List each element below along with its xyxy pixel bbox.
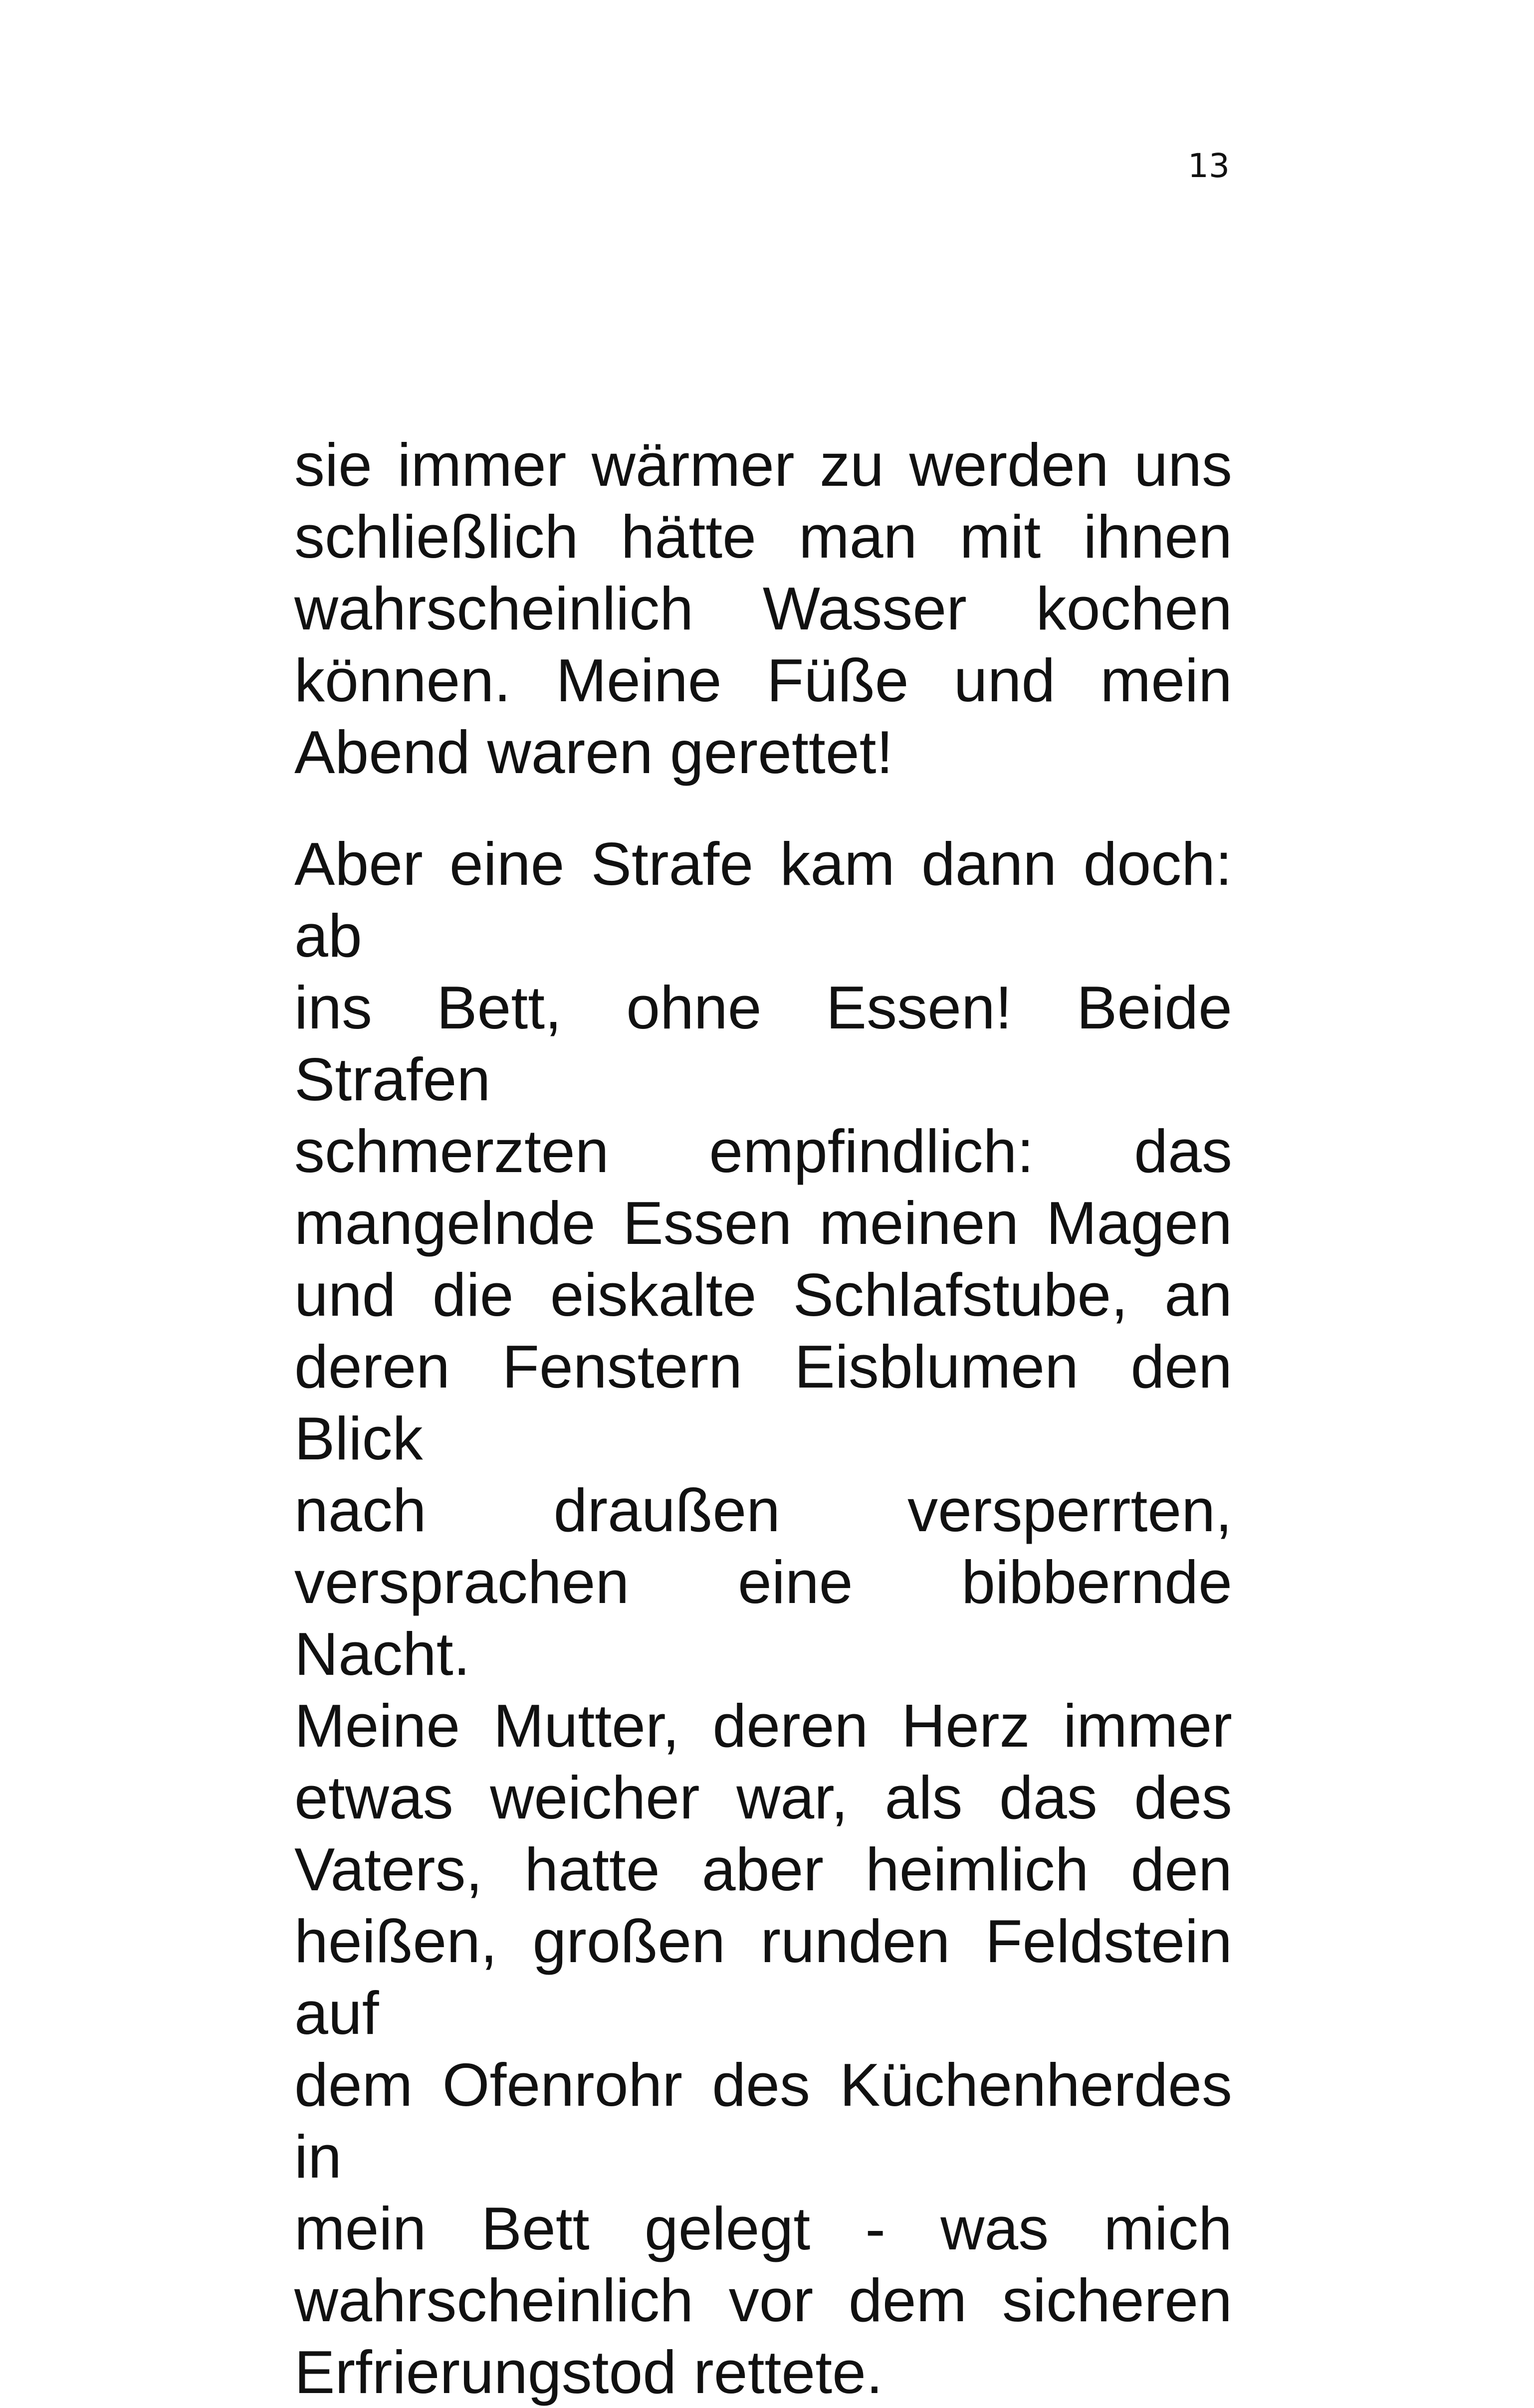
- text-line: heißen, großen runden Feldstein auf: [294, 1907, 1232, 2047]
- text-line: mein Bett gelegt - was mich: [294, 2195, 1232, 2262]
- text-line: versprachen eine bibbernde Nacht.: [294, 1548, 1232, 1688]
- text-line: Erfrierungstod rettete.: [294, 2338, 883, 2406]
- text-line: nach draußen versperrten,: [294, 1476, 1232, 1544]
- text-line: Meine Mutter, deren Herz immer: [294, 1692, 1232, 1760]
- text-line: können. Meine Füße und mein: [294, 646, 1232, 714]
- text-line: Abend waren gerettet!: [294, 718, 893, 786]
- text-line: wahrscheinlich vor dem sicheren: [294, 2266, 1232, 2334]
- text-line: schmerzten empfindlich: das: [294, 1117, 1232, 1185]
- text-line: deren Fenstern Eisblumen den Blick: [294, 1333, 1232, 1472]
- paragraph-1: [294, 429, 1232, 788]
- text-line: sie immer wärmer zu werden uns: [294, 431, 1232, 499]
- text-line: dem Ofenrohr des Küchenherdes in: [294, 2051, 1232, 2191]
- text-line: wahrscheinlich Wasser kochen: [294, 575, 1232, 642]
- page-number: 13: [1188, 147, 1230, 185]
- text-line: ins Bett, ohne Essen! Beide Strafen: [294, 974, 1232, 1113]
- text-line: Vaters, hatte aber heimlich den: [294, 1835, 1232, 1903]
- paragraph-2: [294, 828, 1232, 2408]
- text-line: schließlich hätte man mit ihnen: [294, 503, 1232, 571]
- text-line: mangelnde Essen meinen Magen: [294, 1189, 1232, 1257]
- paragraph-spacer: [294, 788, 1232, 828]
- text-line: Aber eine Strafe kam dann doch: ab: [294, 830, 1232, 970]
- text-line: etwas weicher war, als das des: [294, 1764, 1232, 1831]
- body-text: [294, 429, 1232, 2408]
- text-line: und die eiskalte Schlafstube, an: [294, 1261, 1232, 1329]
